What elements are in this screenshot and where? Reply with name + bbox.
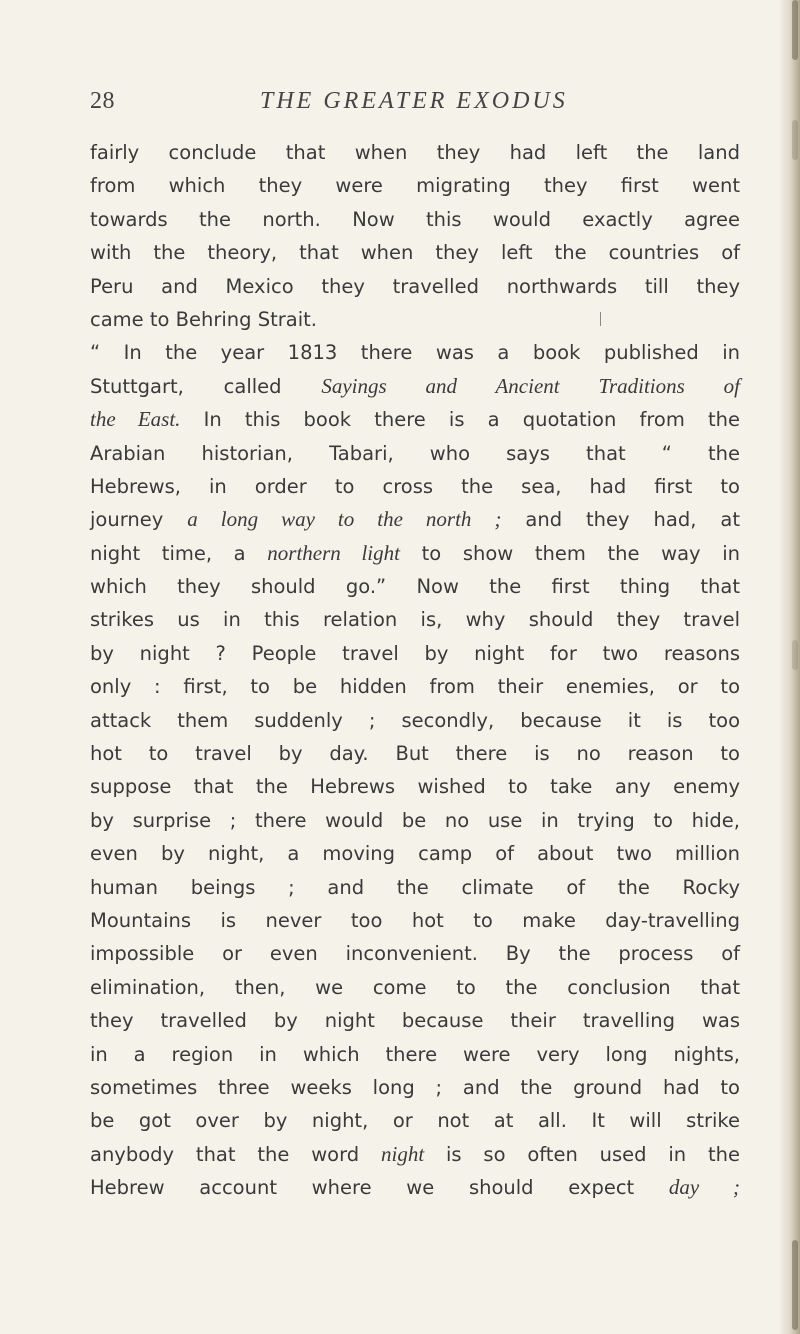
text-line: [90, 403, 740, 436]
text-line: which they should go.” Now the first thing that: [90, 575, 740, 599]
page-number: 28: [90, 88, 115, 114]
text-line: impossible or even inconvenient. By the process of: [90, 942, 740, 966]
text-span: “ In the year 1813 there was a book published in: [90, 341, 740, 365]
body-text: [90, 136, 740, 1205]
book-title-italic: Sayings and Ancient Traditions of: [321, 373, 740, 398]
text-line: [90, 1138, 740, 1171]
book-title-italic: the East.: [90, 407, 181, 432]
text-line: by night ? People travel by night for two reasons: [90, 641, 740, 665]
text-span: journey: [90, 508, 188, 532]
text-line: human beings ; and the climate of the Rocky: [90, 875, 740, 899]
text-line: hot to travel by day. But there is no reason to: [90, 742, 740, 766]
text-line: by surprise ; there would be no use in trying to hide,: [90, 808, 740, 832]
text-span: and they had, at: [501, 508, 740, 532]
emphasis-italic: a long way to the north ;: [187, 507, 502, 532]
text-line: with the theory, that when they left the countries of: [90, 241, 740, 265]
text-line: Peru and Mexico they travelled northwards till they: [90, 274, 740, 298]
text-span: is so often used in the: [424, 1142, 741, 1166]
text-line: Arabian historian, Tabari, who says that “ the: [90, 441, 740, 465]
text-line: fairly conclude that when they had left the land: [90, 141, 740, 164]
text-line: they travelled by night because their travelling was: [90, 1009, 740, 1033]
text-span: In this book there is a quotation from the: [180, 408, 740, 432]
page-edge-speck: [792, 120, 798, 160]
text-span: Stuttgart, called: [90, 374, 322, 398]
running-head: THE GREATER EXODUS: [260, 88, 568, 114]
text-line: even by night, a moving camp of about two million: [90, 842, 740, 866]
text-line: only : first, to be hidden from their enemies, or to: [90, 675, 740, 699]
text-line: from which they were migrating they first went: [90, 174, 740, 198]
text-line: [90, 336, 740, 369]
page-edge-speck: [792, 1240, 798, 1330]
text-line: elimination, then, we come to the conclusion that: [90, 975, 740, 999]
text-line: be got over by night, or not at all. It will strike: [90, 1109, 740, 1133]
text-line: [90, 503, 740, 536]
text-line: came to Behring Strait.: [90, 307, 317, 331]
text-line: sometimes three weeks long ; and the ground had to: [90, 1075, 740, 1099]
text-span: anybody that the word: [90, 1142, 381, 1166]
text-line: strikes us in this relation is, why should they travel: [90, 608, 740, 632]
text-line: suppose that the Hebrews wished to take any enemy: [90, 775, 740, 799]
text-span: to show them the way in: [399, 541, 740, 565]
text-line: [90, 370, 740, 403]
emphasis-italic: northern light: [267, 540, 400, 565]
text-line: Hebrews, in order to cross the sea, had first to: [90, 474, 740, 498]
text-line: Mountains is never too hot to make day-travelling: [90, 908, 740, 932]
text-line: [90, 1171, 740, 1204]
page-edge-speck: [792, 0, 798, 60]
text-line: [90, 537, 740, 570]
page-edge-speck: [792, 640, 798, 670]
text-line: towards the north. Now this would exactly agree: [90, 207, 740, 231]
emphasis-italic: day ;: [668, 1175, 740, 1200]
text-span: Hebrew account where we should expect: [90, 1176, 669, 1200]
emphasis-italic: night: [380, 1141, 425, 1166]
text-line: attack them suddenly ; secondly, because it is too: [90, 708, 740, 732]
text-line: in a region in which there were very long nights,: [90, 1042, 740, 1066]
text-span: night time, a: [90, 541, 268, 565]
page-header: [90, 88, 730, 128]
